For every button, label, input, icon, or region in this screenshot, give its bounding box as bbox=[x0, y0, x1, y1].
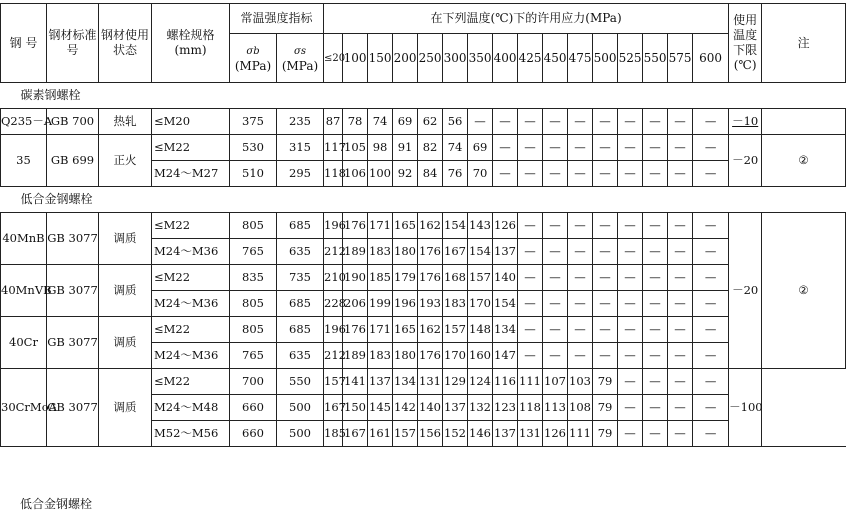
cell-stress: 82 bbox=[418, 135, 443, 161]
header-temp: 600 bbox=[693, 34, 729, 83]
header-condition: 钢材使用状态 bbox=[99, 4, 152, 83]
cell-stress: — bbox=[468, 109, 493, 135]
cell-sigma-s: 235 bbox=[277, 109, 324, 135]
cell-stress: 228 bbox=[324, 291, 343, 317]
cell-stress: — bbox=[668, 265, 693, 291]
cell-stress: 160 bbox=[468, 343, 493, 369]
cell-bolt-spec: M24～M27 bbox=[152, 161, 230, 187]
cell-stress: — bbox=[593, 317, 618, 343]
table-row bbox=[1, 135, 846, 161]
cell-bolt-spec: ≤M22 bbox=[152, 265, 230, 291]
cell-sigma-b: 660 bbox=[230, 395, 277, 421]
cell-stress: — bbox=[668, 317, 693, 343]
table-row bbox=[1, 369, 846, 395]
cell-stress: 145 bbox=[368, 395, 393, 421]
cell-stress: 210 bbox=[324, 265, 343, 291]
cell-stress: 129 bbox=[443, 369, 468, 395]
cell-stress: 118 bbox=[518, 395, 543, 421]
cell-stress: 108 bbox=[568, 395, 593, 421]
cell-sigma-s: 550 bbox=[277, 369, 324, 395]
cell-stress: 171 bbox=[368, 317, 393, 343]
cell-bolt-spec: ≤M22 bbox=[152, 369, 230, 395]
cell-stress: 189 bbox=[343, 343, 368, 369]
document-page bbox=[0, 3, 848, 447]
cell-stress: — bbox=[618, 291, 643, 317]
cell-stress: — bbox=[543, 109, 568, 135]
cell-stress: — bbox=[618, 213, 643, 239]
cell-stress: 176 bbox=[418, 239, 443, 265]
cell-stress: 69 bbox=[393, 109, 418, 135]
header-temp: ≤20 bbox=[324, 34, 343, 83]
table-row bbox=[1, 265, 846, 291]
cell-standard: GB 3077 bbox=[47, 317, 99, 369]
cell-sigma-s: 500 bbox=[277, 421, 324, 447]
header-temp: 100 bbox=[343, 34, 368, 83]
cell-stress: — bbox=[593, 265, 618, 291]
cell-stress: — bbox=[593, 213, 618, 239]
header-temp: 250 bbox=[418, 34, 443, 83]
cell-stress: — bbox=[643, 291, 668, 317]
cell-stress: — bbox=[518, 291, 543, 317]
cell-stress: — bbox=[543, 265, 568, 291]
cell-stress: — bbox=[543, 161, 568, 187]
cell-bolt-spec: M24～M48 bbox=[152, 395, 230, 421]
cell-condition: 正火 bbox=[99, 135, 152, 187]
cell-stress: 148 bbox=[468, 317, 493, 343]
section-row bbox=[1, 83, 846, 109]
cell-stress: — bbox=[593, 291, 618, 317]
cell-stress: — bbox=[518, 239, 543, 265]
cell-stress: 107 bbox=[543, 369, 568, 395]
cell-sigma-b: 530 bbox=[230, 135, 277, 161]
cell-sigma-b: 510 bbox=[230, 161, 277, 187]
cell-stress: 157 bbox=[393, 421, 418, 447]
header-temp: 425 bbox=[518, 34, 543, 83]
cell-stress: — bbox=[568, 213, 593, 239]
cell-stress: — bbox=[593, 109, 618, 135]
cell-stress: — bbox=[643, 317, 668, 343]
cell-stress: 126 bbox=[543, 421, 568, 447]
cell-stress: 134 bbox=[493, 317, 518, 343]
cell-sigma-b: 660 bbox=[230, 421, 277, 447]
cell-standard: GB 3077 bbox=[47, 213, 99, 265]
cell-stress: — bbox=[693, 239, 729, 265]
cell-stress: 183 bbox=[368, 343, 393, 369]
cell-stress: 196 bbox=[393, 291, 418, 317]
cell-stress: 196 bbox=[324, 213, 343, 239]
header-bolt-spec: 螺栓规格 (mm) bbox=[152, 4, 230, 83]
cell-note-empty bbox=[762, 369, 846, 447]
cell-sigma-b: 375 bbox=[230, 109, 277, 135]
cell-stress: — bbox=[543, 213, 568, 239]
cell-stress: — bbox=[693, 265, 729, 291]
header-temp: 450 bbox=[543, 34, 568, 83]
cell-stress: — bbox=[643, 369, 668, 395]
cell-stress: — bbox=[618, 421, 643, 447]
cell-sigma-s: 315 bbox=[277, 135, 324, 161]
cell-stress: — bbox=[618, 369, 643, 395]
cell-stress: — bbox=[668, 291, 693, 317]
cell-stress: — bbox=[643, 109, 668, 135]
header-rt-strength: 常温强度指标 bbox=[230, 4, 324, 34]
allowable-stress-table bbox=[0, 3, 846, 447]
cell-stress: — bbox=[568, 109, 593, 135]
cell-stress: — bbox=[668, 239, 693, 265]
cell-stress: — bbox=[693, 291, 729, 317]
cell-stress: 111 bbox=[568, 421, 593, 447]
cell-stress: 70 bbox=[468, 161, 493, 187]
cell-stress: 142 bbox=[393, 395, 418, 421]
cell-sigma-b: 765 bbox=[230, 343, 277, 369]
cell-stress: 132 bbox=[468, 395, 493, 421]
cell-stress: 124 bbox=[468, 369, 493, 395]
cell-stress: — bbox=[543, 135, 568, 161]
cell-stress: 165 bbox=[393, 213, 418, 239]
cell-stress: — bbox=[643, 343, 668, 369]
cell-stress: 162 bbox=[418, 317, 443, 343]
cell-grade: Q235－A bbox=[1, 109, 47, 135]
cell-note: ② bbox=[762, 135, 846, 187]
sigma-s-symbol: σs bbox=[294, 45, 306, 57]
cell-stress: — bbox=[618, 109, 643, 135]
cell-stress: — bbox=[668, 369, 693, 395]
cell-stress: — bbox=[568, 291, 593, 317]
cell-bolt-spec: M52～M56 bbox=[152, 421, 230, 447]
cell-standard: GB 3077 bbox=[47, 369, 99, 447]
table-row bbox=[1, 213, 846, 239]
cell-stress: — bbox=[593, 161, 618, 187]
cell-stress: — bbox=[693, 421, 729, 447]
cell-stress: — bbox=[643, 395, 668, 421]
cell-stress: 118 bbox=[324, 161, 343, 187]
cell-min-temp: －10 bbox=[729, 109, 762, 135]
cell-stress: 79 bbox=[593, 421, 618, 447]
cell-stress: 193 bbox=[418, 291, 443, 317]
cell-stress: 176 bbox=[418, 343, 443, 369]
cell-stress: 141 bbox=[343, 369, 368, 395]
cell-stress: — bbox=[693, 395, 729, 421]
cell-grade: 30CrMoA bbox=[1, 369, 47, 447]
header-temp: 525 bbox=[618, 34, 643, 83]
cell-stress: 190 bbox=[343, 265, 368, 291]
cell-stress: 176 bbox=[418, 265, 443, 291]
cell-condition: 调质 bbox=[99, 213, 152, 265]
header-temp: 400 bbox=[493, 34, 518, 83]
table-body bbox=[1, 83, 846, 447]
cell-stress: 137 bbox=[493, 239, 518, 265]
header-sigma-b bbox=[230, 34, 277, 83]
cell-bolt-spec: ≤M22 bbox=[152, 317, 230, 343]
cell-grade: 40Cr bbox=[1, 317, 47, 369]
cell-sigma-s: 635 bbox=[277, 239, 324, 265]
cell-bolt-spec: ≤M22 bbox=[152, 213, 230, 239]
cell-stress: — bbox=[618, 239, 643, 265]
cell-stress: — bbox=[668, 109, 693, 135]
cell-stress: 131 bbox=[518, 421, 543, 447]
cell-stress: — bbox=[518, 161, 543, 187]
cell-sigma-b: 765 bbox=[230, 239, 277, 265]
cell-stress: 154 bbox=[443, 213, 468, 239]
cell-stress: 157 bbox=[443, 317, 468, 343]
cell-stress: 84 bbox=[418, 161, 443, 187]
cell-stress: 140 bbox=[418, 395, 443, 421]
cell-stress: 157 bbox=[324, 369, 343, 395]
cell-stress: 212 bbox=[324, 343, 343, 369]
cell-stress: — bbox=[493, 161, 518, 187]
cell-stress: 98 bbox=[368, 135, 393, 161]
cell-stress: — bbox=[643, 421, 668, 447]
cell-condition: 调质 bbox=[99, 265, 152, 317]
cell-stress: 183 bbox=[443, 291, 468, 317]
cell-stress: 185 bbox=[324, 421, 343, 447]
cell-sigma-b: 805 bbox=[230, 291, 277, 317]
header-grade: 钢 号 bbox=[1, 4, 47, 83]
cell-min-temp: －100 bbox=[729, 369, 762, 447]
cell-sigma-b: 805 bbox=[230, 317, 277, 343]
cell-stress: — bbox=[693, 161, 729, 187]
cell-stress: 131 bbox=[418, 369, 443, 395]
table-row bbox=[1, 317, 846, 343]
cell-stress: — bbox=[618, 161, 643, 187]
cell-stress: 189 bbox=[343, 239, 368, 265]
cell-stress: 185 bbox=[368, 265, 393, 291]
cell-stress: 165 bbox=[393, 317, 418, 343]
header-temp: 475 bbox=[568, 34, 593, 83]
cell-bolt-spec: M24～M36 bbox=[152, 239, 230, 265]
cell-stress: 140 bbox=[493, 265, 518, 291]
header-standard: 钢材标准号 bbox=[47, 4, 99, 83]
cell-stress: — bbox=[518, 109, 543, 135]
cell-stress: — bbox=[568, 239, 593, 265]
cell-condition: 热轧 bbox=[99, 109, 152, 135]
cell-sigma-b: 835 bbox=[230, 265, 277, 291]
cell-sigma-b: 700 bbox=[230, 369, 277, 395]
cell-stress: — bbox=[668, 213, 693, 239]
cell-stress: — bbox=[643, 135, 668, 161]
cell-stress: — bbox=[568, 265, 593, 291]
cell-stress: — bbox=[518, 135, 543, 161]
cell-stress: — bbox=[668, 135, 693, 161]
cell-stress: 79 bbox=[593, 369, 618, 395]
cell-sigma-s: 295 bbox=[277, 161, 324, 187]
cell-stress: 196 bbox=[324, 317, 343, 343]
cell-grade: 40MnVB bbox=[1, 265, 47, 317]
cell-stress: — bbox=[593, 135, 618, 161]
table-row bbox=[1, 109, 846, 135]
cell-stress: — bbox=[643, 239, 668, 265]
cell-sigma-s: 685 bbox=[277, 291, 324, 317]
cell-stress: 106 bbox=[343, 161, 368, 187]
cell-stress: 126 bbox=[493, 213, 518, 239]
cell-stress: 152 bbox=[443, 421, 468, 447]
cell-stress: 180 bbox=[393, 239, 418, 265]
cell-condition: 调质 bbox=[99, 317, 152, 369]
cell-stress: 206 bbox=[343, 291, 368, 317]
cell-stress: — bbox=[568, 343, 593, 369]
cell-stress: — bbox=[618, 317, 643, 343]
cell-bolt-spec: ≤M20 bbox=[152, 109, 230, 135]
cell-stress: 69 bbox=[468, 135, 493, 161]
cell-stress: 161 bbox=[368, 421, 393, 447]
cell-stress: 180 bbox=[393, 343, 418, 369]
cell-stress: — bbox=[643, 265, 668, 291]
header-note: 注 bbox=[762, 4, 846, 83]
sigma-s-unit: (MPa) bbox=[281, 58, 319, 73]
cell-stress: — bbox=[693, 317, 729, 343]
cell-stress: 176 bbox=[343, 317, 368, 343]
cell-stress: 91 bbox=[393, 135, 418, 161]
cell-stress: 78 bbox=[343, 109, 368, 135]
header-min-temp: 使用温度下限(℃) bbox=[729, 4, 762, 83]
cell-stress: 113 bbox=[543, 395, 568, 421]
cell-stress: 168 bbox=[443, 265, 468, 291]
section-title: 低合金钢螺栓 bbox=[1, 187, 846, 213]
cell-stress: — bbox=[693, 135, 729, 161]
header-temp: 300 bbox=[443, 34, 468, 83]
cell-sigma-s: 685 bbox=[277, 213, 324, 239]
cell-stress: — bbox=[618, 395, 643, 421]
cell-stress: 154 bbox=[493, 291, 518, 317]
cell-stress: — bbox=[543, 343, 568, 369]
header-temp: 350 bbox=[468, 34, 493, 83]
cell-sigma-s: 635 bbox=[277, 343, 324, 369]
section-title: 碳素钢螺栓 bbox=[1, 83, 846, 109]
cell-stress: 137 bbox=[443, 395, 468, 421]
cell-stress: — bbox=[643, 161, 668, 187]
cell-sigma-s: 735 bbox=[277, 265, 324, 291]
cell-stress: — bbox=[668, 395, 693, 421]
cell-stress: — bbox=[518, 343, 543, 369]
cell-stress: 150 bbox=[343, 395, 368, 421]
cell-stress: 171 bbox=[368, 213, 393, 239]
cell-stress: — bbox=[568, 161, 593, 187]
cell-stress: 176 bbox=[343, 213, 368, 239]
cell-stress: — bbox=[668, 421, 693, 447]
cell-stress: — bbox=[593, 343, 618, 369]
cell-stress: — bbox=[618, 343, 643, 369]
cell-grade: 40MnB bbox=[1, 213, 47, 265]
cell-stress: — bbox=[593, 239, 618, 265]
cell-stress: 156 bbox=[418, 421, 443, 447]
cell-stress: — bbox=[518, 213, 543, 239]
cell-grade: 35 bbox=[1, 135, 47, 187]
cell-bolt-spec: ≤M22 bbox=[152, 135, 230, 161]
cell-stress: — bbox=[543, 317, 568, 343]
cell-stress: 170 bbox=[443, 343, 468, 369]
cell-stress: 117 bbox=[324, 135, 343, 161]
header-temp: 200 bbox=[393, 34, 418, 83]
cell-stress: 87 bbox=[324, 109, 343, 135]
header-temp: 575 bbox=[668, 34, 693, 83]
cell-stress: — bbox=[518, 317, 543, 343]
cell-stress: 74 bbox=[443, 135, 468, 161]
cell-stress: 167 bbox=[343, 421, 368, 447]
cell-stress: 199 bbox=[368, 291, 393, 317]
section-row bbox=[1, 187, 846, 213]
cell-condition: 调质 bbox=[99, 369, 152, 447]
cell-bolt-spec: M24～M36 bbox=[152, 343, 230, 369]
header-temp-allowable: 在下列温度(℃)下的许用应力(MPa) bbox=[324, 4, 729, 34]
cell-stress: 179 bbox=[393, 265, 418, 291]
cell-bolt-spec: M24～M36 bbox=[152, 291, 230, 317]
footer-section-title: 低合金钢螺栓 bbox=[20, 497, 93, 511]
cell-stress: 56 bbox=[443, 109, 468, 135]
header-temp: 150 bbox=[368, 34, 393, 83]
cell-stress: — bbox=[493, 135, 518, 161]
cell-sigma-s: 500 bbox=[277, 395, 324, 421]
cell-min-temp: －20 bbox=[729, 135, 762, 187]
cell-stress: — bbox=[568, 317, 593, 343]
cell-stress: — bbox=[518, 265, 543, 291]
header-temp: 500 bbox=[593, 34, 618, 83]
cell-stress: 62 bbox=[418, 109, 443, 135]
cell-stress: 79 bbox=[593, 395, 618, 421]
cell-stress: 147 bbox=[493, 343, 518, 369]
cell-stress: 212 bbox=[324, 239, 343, 265]
cell-note: ② bbox=[762, 213, 846, 369]
cell-stress: — bbox=[668, 161, 693, 187]
cell-stress: 162 bbox=[418, 213, 443, 239]
cell-stress: — bbox=[618, 135, 643, 161]
cell-stress: — bbox=[668, 343, 693, 369]
cell-stress: — bbox=[693, 213, 729, 239]
cell-stress: 105 bbox=[343, 135, 368, 161]
cell-stress: 157 bbox=[468, 265, 493, 291]
cell-stress: 137 bbox=[493, 421, 518, 447]
header-sigma-s bbox=[277, 34, 324, 83]
cell-note bbox=[762, 109, 846, 135]
cell-stress: 143 bbox=[468, 213, 493, 239]
cell-stress: 92 bbox=[393, 161, 418, 187]
cell-stress: 167 bbox=[324, 395, 343, 421]
cell-stress: — bbox=[543, 239, 568, 265]
cell-stress: 170 bbox=[468, 291, 493, 317]
cell-stress: — bbox=[493, 109, 518, 135]
cell-standard: GB 700 bbox=[47, 109, 99, 135]
cell-stress: 134 bbox=[393, 369, 418, 395]
cell-stress: — bbox=[543, 291, 568, 317]
cell-stress: 76 bbox=[443, 161, 468, 187]
cell-min-temp: －20 bbox=[729, 213, 762, 369]
cell-stress: — bbox=[693, 369, 729, 395]
cell-stress: 111 bbox=[518, 369, 543, 395]
cell-stress: — bbox=[693, 343, 729, 369]
cell-stress: 154 bbox=[468, 239, 493, 265]
cell-standard: GB 3077 bbox=[47, 265, 99, 317]
cell-sigma-b: 805 bbox=[230, 213, 277, 239]
cell-stress: 167 bbox=[443, 239, 468, 265]
header-temp: 550 bbox=[643, 34, 668, 83]
cell-stress: — bbox=[643, 213, 668, 239]
cell-stress: — bbox=[568, 135, 593, 161]
cell-stress: — bbox=[618, 265, 643, 291]
cell-stress: — bbox=[693, 109, 729, 135]
sigma-b-unit: (MPa) bbox=[234, 58, 272, 73]
cell-stress: 74 bbox=[368, 109, 393, 135]
cell-stress: 116 bbox=[493, 369, 518, 395]
cell-stress: 183 bbox=[368, 239, 393, 265]
cell-stress: 123 bbox=[493, 395, 518, 421]
cell-stress: 137 bbox=[368, 369, 393, 395]
cell-sigma-s: 685 bbox=[277, 317, 324, 343]
cell-stress: 103 bbox=[568, 369, 593, 395]
cell-standard: GB 699 bbox=[47, 135, 99, 187]
cell-stress: 146 bbox=[468, 421, 493, 447]
sigma-b-symbol: σb bbox=[246, 45, 260, 57]
cell-stress: 100 bbox=[368, 161, 393, 187]
